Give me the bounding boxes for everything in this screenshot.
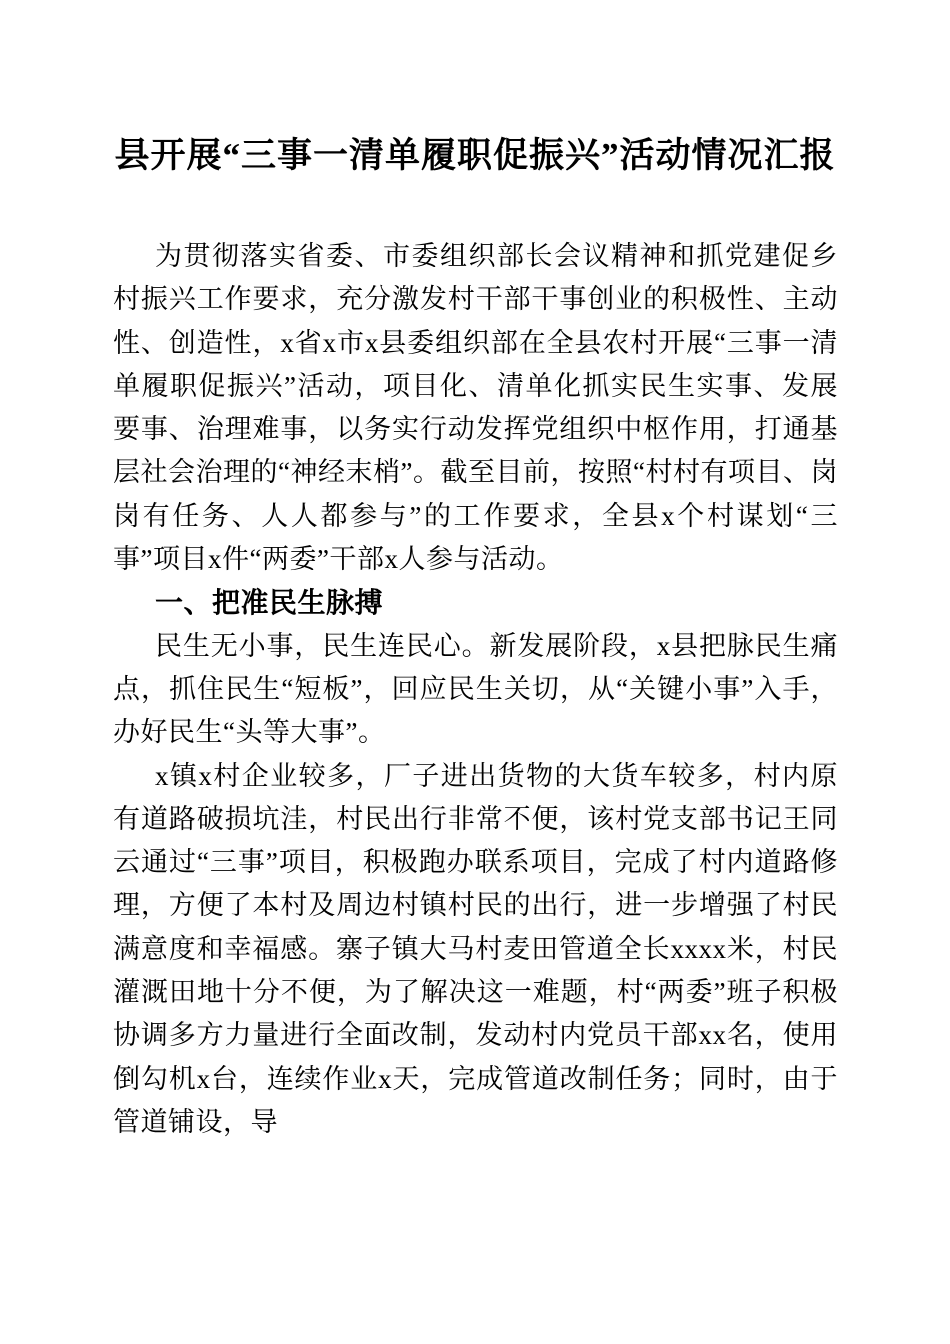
document-body xyxy=(113,235,838,1144)
section-heading: 一、把准民生脉搏 xyxy=(155,587,384,619)
body-paragraph: 为贯彻落实省委、市委组织部长会议精神和抓党建促乡村振兴工作要求，充分激发村干部干事创业的积极性、主动性、创造性，x省x市x县委组织部在全县农村开展“三事一清单履职促振兴”活动，项目化、清单化抓实民生实事、发展要事、治理难事，以务实行动发挥党组织中枢作用，打通基层社会治理的“神经末梢”。截至目前，按照“村村有项目、岗岗有任务、人人都参与”的工作要求，全县x个村谋划“三事”项目x件“两委”干部x人参与活动。 xyxy=(113,241,838,575)
body-paragraph: x镇x村企业较多，厂子进出货物的大货车较多，村内原有道路破损坑洼，村民出行非常不便，该村党支部书记王同云通过“三事”项目，积极跑办联系项目，完成了村内道路修理，方便了本村及周边村镇村民的出行，进一步增强了村民满意度和幸福感。寨子镇大马村麦田管道全长xxxx米，村民灌溉田地十分不便，为了解决这一难题，村“两委”班子积极协调多方力量进行全面改制，发动村内党员干部xx名，使用倒勾机x台，连续作业x天，完成管道改制任务；同时，由于管道铺设，导 xyxy=(113,760,838,1137)
body-paragraph: 民生无小事，民生连民心。新发展阶段，x县把脉民生痛点，抓住民生“短板”，回应民生关切，从“关键小事”入手，办好民生“头等大事”。 xyxy=(113,630,838,748)
document-title: 县开展“三事一清单履职促振兴”活动情况汇报 xyxy=(114,136,836,175)
